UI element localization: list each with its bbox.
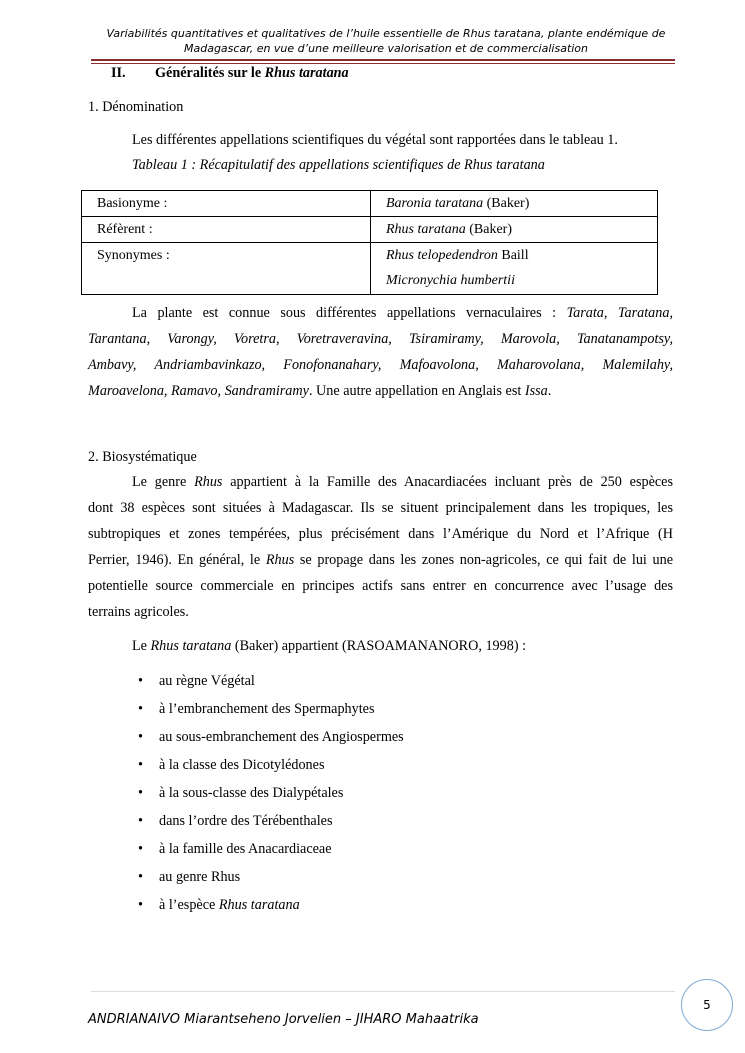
classification-intro: Le Rhus taratana (Baker) appartient (RASOAMANANORO, 1998) : [132, 638, 527, 654]
paragraph-line: Le genre Rhus appartient à la Famille des Anacardiacées incluant près de 250 espèces [132, 474, 673, 490]
list-item: • au sous-embranchement des Angiospermes [132, 723, 404, 751]
running-header-line-1: Variabilités quantitatives et qualitatives de l’huile essentielle de Rhus taratana, plante endémique de [106, 27, 666, 40]
paragraph-line: La plante est connue sous différentes appellations vernaculaires : Tarata, Taratana, [132, 305, 673, 321]
list-item: • à la classe des Dicotylédones [132, 751, 404, 779]
referent-value [371, 217, 658, 243]
basionyme-label: Basionyme : [82, 191, 371, 217]
basionyme-value [371, 191, 658, 217]
footer-author: ANDRIANAIVO Miarantseheno Jorvelien – JIHARO Mahaatrika [88, 1012, 479, 1027]
footer-rule [91, 991, 675, 992]
synonymes-label: Synonymes : [82, 243, 371, 295]
table-row [82, 217, 658, 243]
header-rule-thick [91, 59, 675, 61]
list-item: • au genre Rhus [132, 863, 404, 891]
running-header-line-2: Madagascar, en vue d’une meilleure valorisation et de commercialisation [183, 42, 589, 55]
referent-author: (Baker) [465, 221, 512, 237]
paragraph-line: Ambavy, Andriambavinkazo, Fonofonanahary, Mafoavolona, Maharovolana, Malemilahy, [88, 357, 673, 373]
paragraph-line: terrains agricoles. [88, 604, 189, 620]
section-title-species: Rhus taratana [264, 65, 349, 81]
paragraph-line: Perrier, 1946). En général, le Rhus se propage dans les zones non-agricoles, ce qui fait de lui une [88, 552, 674, 568]
paragraph-line: subtropiques et zones tempérées, plus précisément dans l’Amérique du Nord et l’Afrique (H [88, 526, 673, 542]
list-item: • à la famille des Anacardiaceae [132, 835, 404, 863]
biosystematics-paragraph [88, 469, 673, 625]
table-caption: Tableau 1 : Récapitulatif des appellations scientifiques de Rhus taratana [132, 157, 545, 173]
classification-list [132, 667, 404, 919]
referent-name: Rhus taratana [386, 221, 466, 237]
basionyme-name: Baronia taratana [386, 195, 484, 211]
synonymes-value [371, 243, 658, 295]
paragraph-line: potentielle source commerciale en principes actifs sans entrer en concurrence avec l’usage des [88, 578, 673, 594]
vernacular-paragraph [88, 300, 673, 404]
paragraph-line: dont 38 espèces sont situées à Madagascar. Ils se situent principalement dans les tropiques, les [88, 500, 673, 516]
synonym-1-name: Rhus telopedendron [386, 248, 498, 263]
synonym-2-name: Micronychia humbertii [386, 273, 515, 288]
section-title-prefix: Généralités sur le [155, 65, 265, 81]
table-row [82, 191, 658, 217]
synonym-1-author: Baill [497, 248, 529, 263]
running-header [96, 26, 676, 56]
paragraph-line: Maroavelona, Ramavo, Sandramiramy. Une autre appellation en Anglais est Issa. [88, 383, 552, 399]
names-table [81, 190, 658, 295]
referent-label: Réfèrent : [82, 217, 371, 243]
page-number: 5 [681, 979, 733, 1031]
synonym-2 [386, 268, 657, 293]
section-number: II. [111, 65, 126, 81]
table-row [82, 243, 658, 295]
list-item: • à l’espèce Rhus taratana [132, 891, 404, 919]
basionyme-author: (Baker) [483, 195, 530, 211]
list-item: • au règne Végétal [132, 667, 404, 695]
paragraph-line: Tarantana, Varongy, Voretra, Voretraveravina, Tsiramiramy, Marovola, Tanatanampotsy, [88, 331, 673, 347]
denomination-intro: Les différentes appellations scientifiques du végétal sont rapportées dans le tableau 1. [132, 132, 618, 148]
list-item: • à la sous-classe des Dialypétales [132, 779, 404, 807]
synonym-1 [386, 243, 657, 268]
denomination-heading: 1. Dénomination [88, 99, 184, 115]
biosystematics-heading: 2. Biosystématique [88, 449, 197, 465]
list-item: • dans l’ordre des Térébenthales [132, 807, 404, 835]
list-item: • à l’embranchement des Spermaphytes [132, 695, 404, 723]
header-rule-thin [91, 63, 675, 64]
section-title [111, 65, 349, 82]
